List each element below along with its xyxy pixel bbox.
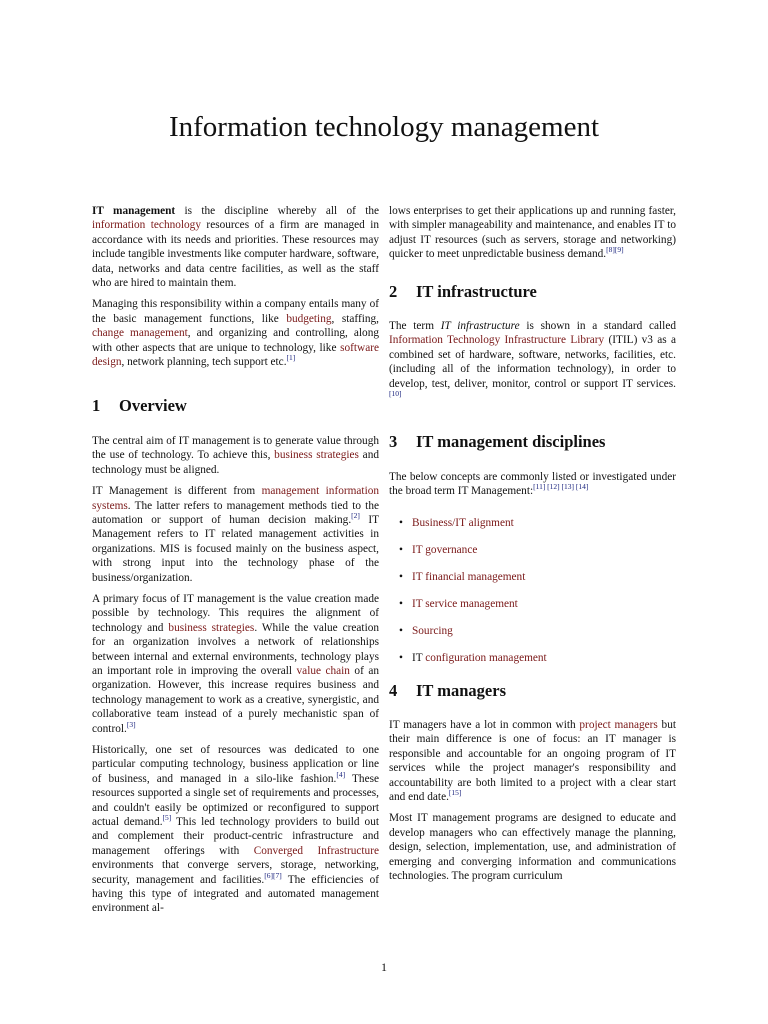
left-column [92,204,379,923]
section-heading-it-infrastructure: 2 IT infrastructure [389,281,537,301]
disciplines-paragraph: The below concepts are commonly listed or investigated under the broad term IT Management:[11] [12] [13] [14] [389,470,676,498]
link-value-chain[interactable]: value chain [296,664,350,677]
list-item [389,516,676,530]
managers-paragraph-1: IT managers have a lot in common with project managers but their main difference is one of focus: an IT manager is responsible and accountable for an ongoing program of IT services while the project manager's responsibility and accountability are both limited to a project with a clear start and end date.[15] [389,718,676,803]
intro-paragraph-1: IT management is the discipline whereby all of the information technology resources of a firm are managed in accordance with its needs and priorities. These resources may include tangible investments like computer hardware, software, data, networks and data centre facilities, as well as the staff who are hired to maintain them. [92,205,379,290]
right-column [389,204,676,890]
link-business-strategies-2[interactable]: business strategies [168,621,255,634]
link-business-strategies[interactable]: business strategies [274,449,359,462]
term-it-management: IT management [92,205,176,217]
reference-2[interactable]: [2] [351,511,360,521]
link-sourcing[interactable]: Sourcing [412,625,453,638]
link-budgeting[interactable]: budgeting [286,312,332,325]
link-business-it-alignment[interactable]: Business/IT alignment [412,516,514,529]
disciplines-list [389,516,676,666]
intro-paragraph-2: Managing this responsibility within a company entails many of the basic management functions, like budgeting, staffing, change management, and organizing and controlling, along with other aspects that are unique to technology, like software design, network planning, tech support etc.[1] [92,298,380,369]
overview-paragraph-4: Historically, one set of resources was dedicated to one particular computing technology, business application or line of business, and managed in a silo-like fashion.[4] These resources supported a single set of requirements and processes, and couldn't easily be optimized or reconfigured to support actual demand.[5] This led technology providers to build out and complement their product-centric infrastructure and management offerings with Converged Infrastructure environments that converge servers, storage, networking, security, management and facilities.[6][7] The efficiencies of having this type of integrated and automated management environment al- [92,744,379,915]
reference-4[interactable]: [4] [336,770,346,780]
reference-6-7[interactable]: [6][7] [264,870,282,880]
link-software-design[interactable]: software design [92,341,379,369]
link-information-technology[interactable]: information technology [92,219,201,232]
overview-paragraph-1: The central aim of IT management is to generate value through the use of technology. To achieve this, business strategies and technology must be aligned. [92,434,379,476]
managers-paragraph-2: Most IT management programs are designed to educate and develop managers who can effectively manage the planning, design, selection, implementation, use, and administration of emerging and converging information and communications technologies. The program curriculum [389,812,676,883]
link-it-financial-management[interactable]: IT financial management [412,570,526,583]
reference-11-14[interactable]: [11] [12] [13] [14] [533,482,589,492]
overview-paragraph-4-continued: lows enterprises to get their applications up and running faster, with simpler manageability and maintenance, and enables IT to adjust IT resources (such as servers, storage and networking) quicker to meet unpredictable business demand.[8][9] [389,205,676,261]
list-item [389,597,676,611]
reference-10[interactable]: [10] [389,389,402,399]
section-heading-it-managers: 4 IT managers [389,680,506,700]
link-it-service-management[interactable]: IT service management [412,597,518,610]
link-management-information-systems[interactable]: management information systems [92,485,380,512]
section-heading-overview: 1 Overview [92,396,187,416]
link-project-managers[interactable]: project managers [579,718,658,731]
list-item: • IT configuration management [389,651,676,665]
reference-8-9[interactable]: [8][9] [606,245,624,255]
link-converged-infrastructure[interactable]: Converged Infrastructure [253,844,379,857]
overview-paragraph-3: A primary focus of IT management is the value creation made possible by technology. This requires the alignment of technology and business strategies. While the value creation for an organization involves a network of relationships between internal and external environments, technology plays an important role in improving the overall value chain of an organization. However, this increase requires business and technology management to work as a creative, synergistic, and collaborative team instead of a purely mechanistic span of control.[3] [92,592,379,735]
page-title: Information technology management [168,111,600,143]
link-configuration-management[interactable]: configuration management [425,652,547,665]
link-itil[interactable]: Information Technology Infrastructure Library [389,334,605,347]
list-item [389,624,676,638]
link-change-management[interactable]: change management [92,327,188,340]
list-item [389,570,676,584]
reference-1[interactable]: [1] [286,353,296,363]
infrastructure-paragraph: The term IT infrastructure is shown in a standard called Information Technology Infrastructure Library (ITIL) v3 as a combined set of hardware, software, networks, facilities, etc. (including all of the information technology), in order to develop, test, deliver, monitor, control or support IT services.[10] [389,320,676,399]
reference-15[interactable]: [15] [448,788,462,798]
reference-3[interactable]: [3] [126,719,136,729]
list-item [389,543,676,557]
page-number: 1 [381,960,387,974]
reference-5[interactable]: [5] [162,813,172,823]
term-it-infrastructure: IT infrastructure [440,320,520,333]
link-it-governance[interactable]: IT governance [412,543,478,556]
overview-paragraph-2: IT Management is different from management information systems. The latter refers to management methods tied to the automation or support of human decision making.[2] IT Management refers to IT related management activities in organizations. MIS is focused mainly on the business aspect, with strong input into the technology phase of the business/organization. [92,485,380,584]
section-heading-it-management-disciplines: 3 IT management disciplines [389,432,606,452]
